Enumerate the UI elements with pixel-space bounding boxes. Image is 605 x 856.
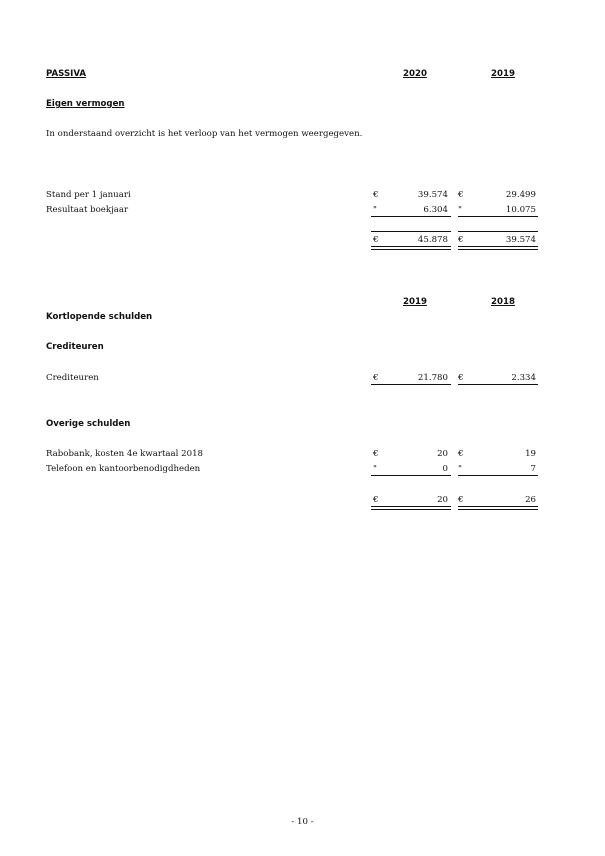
value-year-1: 0 bbox=[442, 464, 448, 474]
double-underline bbox=[458, 246, 538, 250]
currency-symbol: € bbox=[373, 449, 379, 459]
value-year-1: 39.574 bbox=[417, 190, 448, 200]
value-year-2: 7 bbox=[530, 464, 536, 474]
column-year-1: 2020 bbox=[403, 69, 427, 79]
subtotal-rule bbox=[371, 475, 451, 476]
value-year-2: 29.499 bbox=[505, 190, 536, 200]
row-label: Crediteuren bbox=[46, 373, 99, 383]
section-title-passiva: PASSIVA bbox=[46, 69, 87, 79]
currency-symbol: € bbox=[373, 495, 379, 505]
ditto-mark: " bbox=[458, 205, 462, 215]
total-year-1: 45.878 bbox=[417, 235, 448, 245]
row-label: Rabobank, kosten 4e kwartaal 2018 bbox=[46, 449, 204, 459]
value-year-1: 21.780 bbox=[417, 373, 448, 383]
ditto-mark: " bbox=[373, 205, 377, 215]
currency-symbol: € bbox=[458, 495, 464, 505]
intro-text: In onderstaand overzicht is het verloop van het vermogen weergegeven. bbox=[46, 129, 363, 139]
currency-symbol: € bbox=[458, 235, 464, 245]
heading-eigen-vermogen: Eigen vermogen bbox=[46, 99, 125, 109]
subtotal-rule bbox=[371, 216, 451, 217]
ditto-mark: " bbox=[373, 464, 377, 474]
value-year-2: 19 bbox=[525, 449, 536, 459]
total-year-1: 20 bbox=[437, 495, 448, 505]
currency-symbol: € bbox=[373, 190, 379, 200]
column-year-2: 2018 bbox=[491, 297, 515, 307]
row-rule bbox=[371, 384, 451, 385]
double-underline bbox=[458, 506, 538, 510]
total-top-rule bbox=[458, 231, 538, 232]
subtotal-rule bbox=[458, 475, 538, 476]
column-year-1: 2019 bbox=[403, 297, 427, 307]
column-year-2: 2019 bbox=[491, 69, 515, 79]
row-label: Stand per 1 januari bbox=[46, 190, 131, 200]
value-year-2: 2.334 bbox=[511, 373, 536, 383]
double-underline bbox=[371, 506, 451, 510]
currency-symbol: € bbox=[458, 449, 464, 459]
double-underline bbox=[371, 246, 451, 250]
row-label: Resultaat boekjaar bbox=[46, 205, 129, 215]
total-top-rule bbox=[371, 231, 451, 232]
total-year-2: 39.574 bbox=[505, 235, 536, 245]
currency-symbol: € bbox=[458, 190, 464, 200]
row-rule bbox=[458, 384, 538, 385]
currency-symbol: € bbox=[373, 235, 379, 245]
subtotal-rule bbox=[458, 216, 538, 217]
value-year-1: 20 bbox=[437, 449, 448, 459]
heading-crediteuren: Crediteuren bbox=[46, 342, 104, 352]
total-year-2: 26 bbox=[525, 495, 536, 505]
heading-kortlopende-schulden: Kortlopende schulden bbox=[46, 312, 153, 322]
row-label: Telefoon en kantoorbenodigdheden bbox=[46, 464, 201, 474]
page-number: - 10 - bbox=[291, 817, 314, 827]
currency-symbol: € bbox=[458, 373, 464, 383]
heading-overige-schulden: Overige schulden bbox=[46, 419, 131, 429]
value-year-1: 6.304 bbox=[423, 205, 448, 215]
ditto-mark: " bbox=[458, 464, 462, 474]
value-year-2: 10.075 bbox=[505, 205, 536, 215]
currency-symbol: € bbox=[373, 373, 379, 383]
